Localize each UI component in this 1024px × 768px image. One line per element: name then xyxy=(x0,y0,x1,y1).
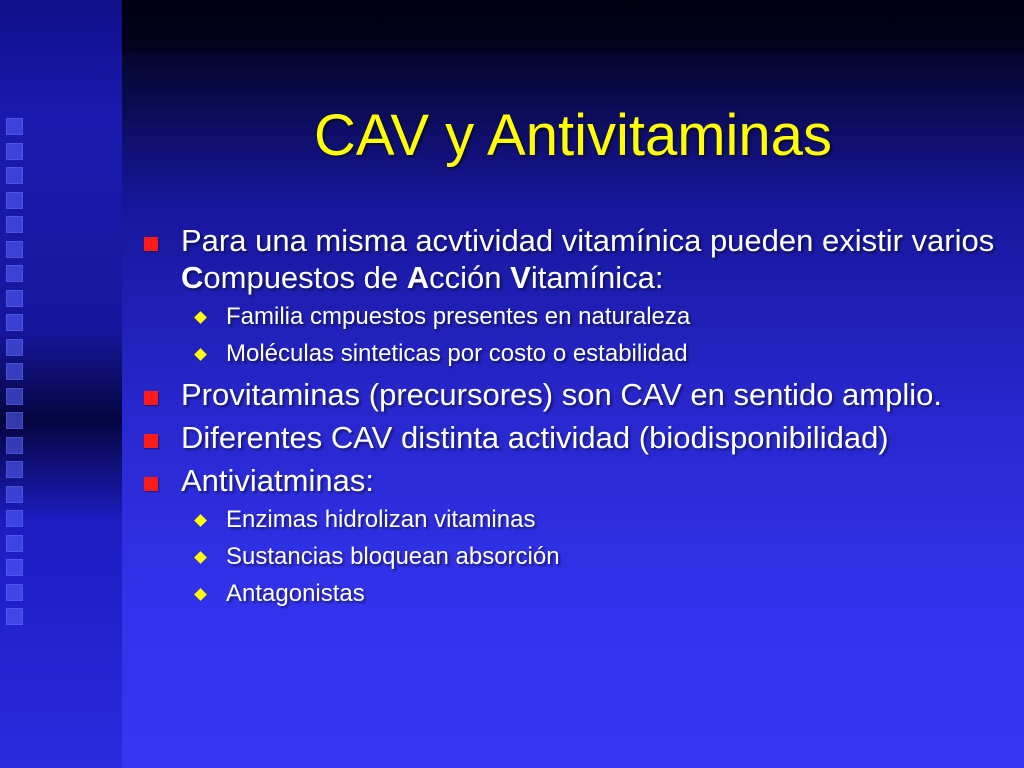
diamond-bullet-icon xyxy=(194,514,207,527)
pattern-square xyxy=(6,584,23,601)
bullet-text: Provitaminas (precursores) son CAV en sentido amplio. xyxy=(181,377,942,412)
pattern-square xyxy=(6,216,23,233)
square-bullet-icon xyxy=(144,391,158,405)
sub-bullet-list xyxy=(140,505,1000,609)
pattern-square xyxy=(6,118,23,135)
pattern-square xyxy=(6,510,23,527)
pattern-square xyxy=(6,339,23,356)
bullet-text: cción xyxy=(429,260,511,295)
sub-bullet-text: Familia cmpuestos presentes en naturaleza xyxy=(226,303,691,330)
sub-bullet-item xyxy=(140,339,1000,369)
sub-bullet-text: Moléculas sinteticas por costo o estabilidad xyxy=(226,340,688,367)
pattern-square xyxy=(6,559,23,576)
slide-title: CAV y Antivitaminas xyxy=(314,103,832,168)
pattern-square xyxy=(6,290,23,307)
bullet-text: ompuestos de xyxy=(203,260,407,295)
top-dark-bar xyxy=(122,0,1024,52)
pattern-square xyxy=(6,388,23,405)
slide-body xyxy=(140,222,1000,616)
diamond-bullet-icon xyxy=(194,311,207,324)
pattern-square xyxy=(6,486,23,503)
pattern-square xyxy=(6,461,23,478)
pattern-square xyxy=(6,241,23,258)
bullet-item-4 xyxy=(140,462,1000,499)
sub-bullet-item xyxy=(140,505,1000,535)
pattern-square xyxy=(6,608,23,625)
sub-bullet-item xyxy=(140,579,1000,609)
pattern-square xyxy=(6,143,23,160)
sub-bullet-text: Sustancias bloquean absorción xyxy=(226,543,560,570)
square-bullet-icon xyxy=(144,434,158,448)
bullet-item-3 xyxy=(140,419,1000,456)
bold-letter: A xyxy=(406,260,430,295)
bold-letter: V xyxy=(510,260,531,295)
sub-bullet-item xyxy=(140,302,1000,332)
pattern-square xyxy=(6,535,23,552)
pattern-square xyxy=(6,314,23,331)
sub-bullet-item xyxy=(140,542,1000,572)
bullet-text: Diferentes CAV distinta actividad (biodisponibilidad) xyxy=(181,420,889,455)
sub-bullet-text: Enzimas hidrolizan vitaminas xyxy=(226,506,536,533)
bullet-text: Para una misma acvtividad vitamínica pueden existir varios xyxy=(181,223,995,258)
pattern-square xyxy=(6,437,23,454)
bullet-text: Antiviatminas: xyxy=(181,463,374,498)
pattern-square xyxy=(6,167,23,184)
bullet-item-2 xyxy=(140,376,1000,413)
square-bullet-icon xyxy=(144,477,158,491)
pattern-square xyxy=(6,192,23,209)
pattern-square xyxy=(6,265,23,282)
bullet-item-1 xyxy=(140,222,1000,296)
diamond-bullet-icon xyxy=(194,348,207,361)
pattern-square xyxy=(6,363,23,380)
bullet-text: itamínica: xyxy=(530,260,664,295)
pattern-square xyxy=(6,412,23,429)
left-decorative-strip xyxy=(0,0,122,768)
sub-bullet-text: Antagonistas xyxy=(226,580,365,607)
square-pattern xyxy=(6,118,28,633)
square-bullet-icon xyxy=(144,237,158,251)
bold-letter: C xyxy=(181,260,204,295)
diamond-bullet-icon xyxy=(194,588,207,601)
diamond-bullet-icon xyxy=(194,551,207,564)
sub-bullet-list xyxy=(140,302,1000,369)
